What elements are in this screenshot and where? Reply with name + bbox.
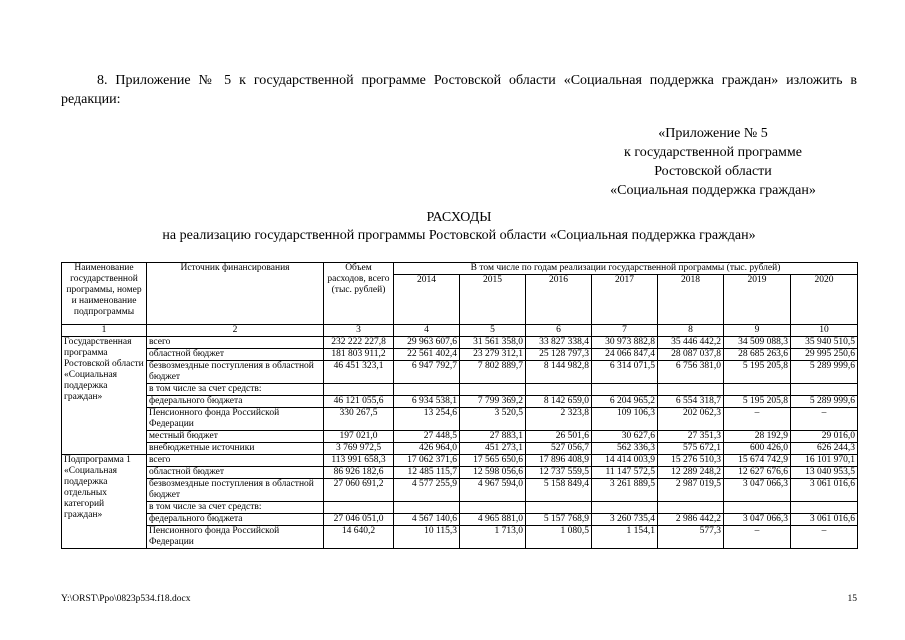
year-value-cell [526,502,592,514]
document-title: РАСХОДЫ [426,210,492,225]
year-value-cell: – [724,526,791,549]
year-value-cell: 11 147 572,5 [592,467,658,479]
year-value-cell: 24 066 847,4 [592,349,658,361]
column-number: 9 [724,325,791,337]
column-number: 3 [324,325,394,337]
appendix-line: к государственной программе [624,145,802,160]
year-value-cell: 27 351,3 [658,431,724,443]
year-value-cell: 3 260 735,4 [592,514,658,526]
year-value-cell: 2 986 442,2 [658,514,724,526]
year-value-cell: 27 448,5 [394,431,460,443]
total-value-cell: 3 769 972,5 [324,443,394,455]
year-value-cell: 1 713,0 [460,526,526,549]
expenses-table [61,262,858,549]
year-value-cell: 12 485 115,7 [394,467,460,479]
total-value-cell: 14 640,2 [324,526,394,549]
year-value-cell: 577,3 [658,526,724,549]
total-value-cell: 330 267,5 [324,408,394,431]
year-value-cell: 25 128 797,3 [526,349,592,361]
total-value-cell: 27 060 691,2 [324,479,394,502]
year-value-cell [658,502,724,514]
header-program-name: Наименование государственной программы, номер и наименование подпрограммы [62,263,147,325]
year-value-cell [394,384,460,396]
year-value-cell: 4 567 140,6 [394,514,460,526]
year-value-cell [658,384,724,396]
year-value-cell: 29 016,0 [791,431,858,443]
source-cell: Пенсионного фонда Российской Федерации [147,526,324,549]
source-cell: областной бюджет [147,467,324,479]
year-value-cell: 202 062,3 [658,408,724,431]
total-value-cell: 181 803 911,2 [324,349,394,361]
program-name-cell: Подпрограмма 1 «Социальная поддержка отдельных категорий граждан» [62,455,147,549]
year-value-cell: 35 446 442,2 [658,337,724,349]
table-row [62,526,858,549]
year-value-cell: 527 056,7 [526,443,592,455]
total-value-cell [324,384,394,396]
file-path: Y:\ORST\Ppo\0823p534.f18.docx [61,594,191,604]
year-value-cell: 426 964,0 [394,443,460,455]
year-value-cell: 5 289 999,6 [791,396,858,408]
year-value-cell: 4 577 255,9 [394,479,460,502]
year-value-cell: 1 154,1 [592,526,658,549]
year-value-cell: 22 561 402,4 [394,349,460,361]
appendix-heading [583,124,843,200]
year-value-cell: 28 087 037,8 [658,349,724,361]
amendment-paragraph: 8. Приложение № 5 к государственной программе Ростовской области «Социальная поддержка граждан» изложить в редакции: [61,73,857,107]
table-row [62,384,858,396]
year-value-cell: 5 289 999,6 [791,361,858,384]
source-cell: федерального бюджета [147,514,324,526]
source-cell: федерального бюджета [147,396,324,408]
year-value-cell: 1 080,5 [526,526,592,549]
year-value-cell [460,384,526,396]
column-number: 2 [147,325,324,337]
year-value-cell: 2 987 019,5 [658,479,724,502]
year-value-cell: 35 940 510,5 [791,337,858,349]
source-cell: безвозмездные поступления в областной бюджет [147,479,324,502]
year-value-cell: 12 598 056,6 [460,467,526,479]
year-value-cell: 26 501,6 [526,431,592,443]
year-value-cell: – [791,408,858,431]
year-value-cell: 3 061 016,6 [791,514,858,526]
table-body [62,337,858,549]
year-value-cell [791,384,858,396]
table-row [62,443,858,455]
column-number: 10 [791,325,858,337]
year-value-cell: 28 192,9 [724,431,791,443]
year-value-cell [394,502,460,514]
source-cell: областной бюджет [147,349,324,361]
header-years-group: В том числе по годам реализации государственной программы (тыс. рублей) [394,263,858,275]
page-number: 15 [847,594,857,604]
total-value-cell: 27 046 051,0 [324,514,394,526]
header-year: 2020 [791,275,858,325]
table-row [62,431,858,443]
total-value-cell: 113 991 658,3 [324,455,394,467]
year-value-cell: 5 158 849,4 [526,479,592,502]
source-cell: безвозмездные поступления в областной бюджет [147,361,324,384]
table-row [62,349,858,361]
year-value-cell: 28 685 263,6 [724,349,791,361]
year-value-cell: 6 204 965,2 [592,396,658,408]
header-year: 2016 [526,275,592,325]
source-cell: внебюджетные источники [147,443,324,455]
total-value-cell: 232 222 227,8 [324,337,394,349]
year-value-cell: – [724,408,791,431]
column-number: 4 [394,325,460,337]
year-value-cell: 34 509 088,3 [724,337,791,349]
year-value-cell: 3 520,5 [460,408,526,431]
year-value-cell: 3 261 889,5 [592,479,658,502]
year-value-cell: 13 254,6 [394,408,460,431]
year-value-cell [724,384,791,396]
appendix-line: Ростовской области [654,164,772,179]
table-row [62,502,858,514]
year-value-cell [791,502,858,514]
year-value-cell: 27 883,1 [460,431,526,443]
header-year: 2017 [592,275,658,325]
column-number: 7 [592,325,658,337]
table-header [62,263,858,337]
total-value-cell: 46 121 055,6 [324,396,394,408]
year-value-cell: 626 244,3 [791,443,858,455]
year-value-cell: 2 323,8 [526,408,592,431]
appendix-line: «Социальная поддержка граждан» [610,183,816,198]
source-cell: всего [147,455,324,467]
year-value-cell: 29 995 250,6 [791,349,858,361]
year-value-cell: 15 276 510,3 [658,455,724,467]
year-value-cell: 3 047 066,3 [724,479,791,502]
table-row [62,455,858,467]
column-number: 8 [658,325,724,337]
header-year: 2014 [394,275,460,325]
table-row [62,467,858,479]
year-value-cell: 23 279 312,1 [460,349,526,361]
source-cell: Пенсионного фонда Российской Федерации [147,408,324,431]
year-value-cell: 12 737 559,5 [526,467,592,479]
column-number: 1 [62,325,147,337]
document-subtitle: на реализацию государственной программы Ростовской области «Социальная поддержка граждан» [162,228,756,243]
year-value-cell: 8 142 659,0 [526,396,592,408]
total-value-cell [324,502,394,514]
year-value-cell: 562 336,3 [592,443,658,455]
year-value-cell: 5 195 205,8 [724,361,791,384]
year-value-cell: 600 426,0 [724,443,791,455]
year-value-cell: 17 896 408,9 [526,455,592,467]
year-value-cell: 8 144 982,8 [526,361,592,384]
column-number-row [62,325,858,337]
year-value-cell: 6 947 792,7 [394,361,460,384]
year-value-cell: 30 973 882,8 [592,337,658,349]
year-value-cell: 4 967 594,0 [460,479,526,502]
year-value-cell: 3 047 066,3 [724,514,791,526]
year-value-cell: 12 627 676,6 [724,467,791,479]
year-value-cell: 17 565 650,6 [460,455,526,467]
header-total: Объем расходов, всего (тыс. рублей) [324,263,394,325]
year-value-cell: 29 963 607,6 [394,337,460,349]
year-value-cell: 109 106,3 [592,408,658,431]
column-number: 5 [460,325,526,337]
year-value-cell: 14 414 003,9 [592,455,658,467]
source-cell: в том числе за счет средств: [147,502,324,514]
year-value-cell: 12 289 248,2 [658,467,724,479]
year-value-cell: 15 674 742,9 [724,455,791,467]
year-value-cell: – [791,526,858,549]
year-value-cell: 17 062 371,6 [394,455,460,467]
year-value-cell [460,502,526,514]
source-cell: местный бюджет [147,431,324,443]
year-value-cell: 6 554 318,7 [658,396,724,408]
year-value-cell: 30 627,6 [592,431,658,443]
year-value-cell: 33 827 338,4 [526,337,592,349]
table-row [62,361,858,384]
year-value-cell: 6 934 538,1 [394,396,460,408]
year-value-cell [724,502,791,514]
table-row [62,396,858,408]
header-year: 2015 [460,275,526,325]
header-source: Источник финансирования [147,263,324,325]
year-value-cell: 3 061 016,6 [791,479,858,502]
total-value-cell: 197 021,0 [324,431,394,443]
year-value-cell: 451 273,1 [460,443,526,455]
source-cell: всего [147,337,324,349]
year-value-cell: 7 802 889,7 [460,361,526,384]
source-cell: в том числе за счет средств: [147,384,324,396]
year-value-cell: 7 799 369,2 [460,396,526,408]
year-value-cell: 5 195 205,8 [724,396,791,408]
table-row [62,337,858,349]
total-value-cell: 86 926 182,6 [324,467,394,479]
table-row [62,408,858,431]
year-value-cell: 31 561 358,0 [460,337,526,349]
year-value-cell: 4 965 881,0 [460,514,526,526]
year-value-cell: 6 756 381,0 [658,361,724,384]
year-value-cell: 13 040 953,5 [791,467,858,479]
column-number: 6 [526,325,592,337]
table-row [62,514,858,526]
year-value-cell [526,384,592,396]
year-value-cell: 6 314 071,5 [592,361,658,384]
total-value-cell: 46 451 323,1 [324,361,394,384]
year-value-cell: 575 672,1 [658,443,724,455]
year-value-cell [592,384,658,396]
program-name-cell: Государственная программа Ростовской области «Социальная поддержка граждан» [62,337,147,455]
table-row [62,479,858,502]
year-value-cell [592,502,658,514]
year-value-cell: 5 157 768,9 [526,514,592,526]
header-year: 2018 [658,275,724,325]
header-year: 2019 [724,275,791,325]
year-value-cell: 16 101 970,1 [791,455,858,467]
appendix-line: «Приложение № 5 [658,126,768,141]
year-value-cell: 10 115,3 [394,526,460,549]
